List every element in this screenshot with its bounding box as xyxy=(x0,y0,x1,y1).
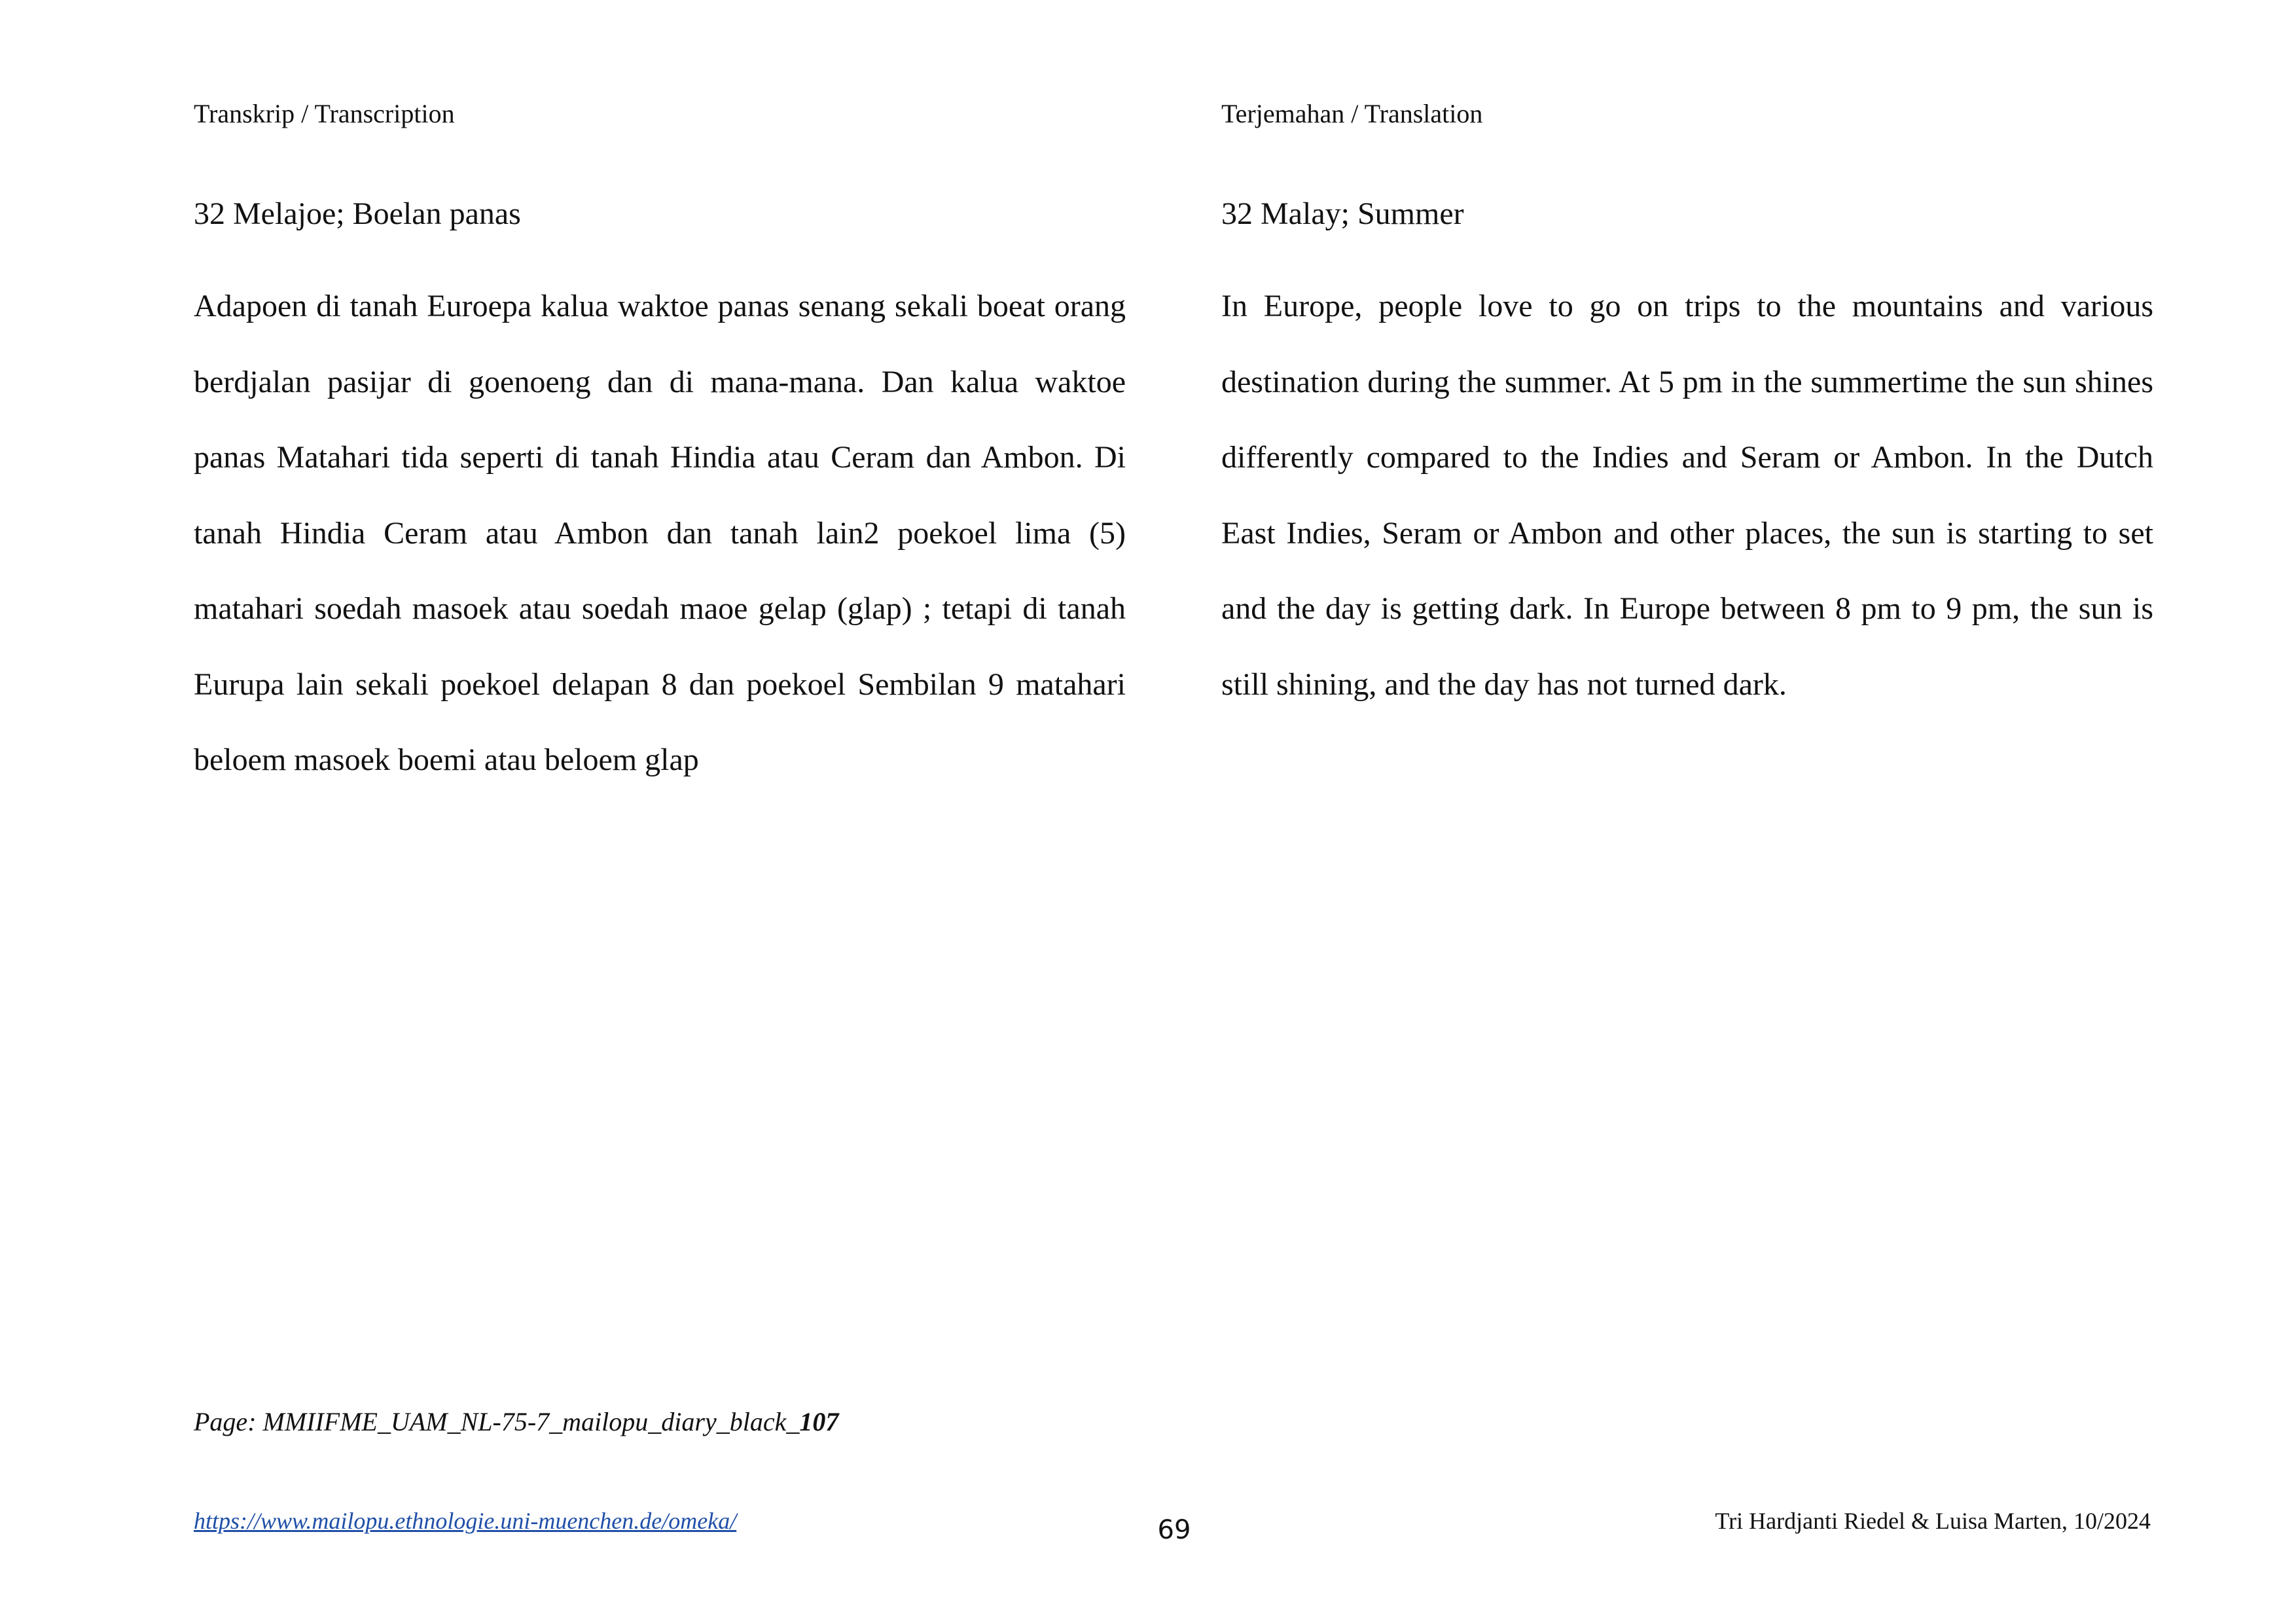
page-reference-prefix: Page: MMIIFME_UAM_NL-75-7_mailopu_diary_black_ xyxy=(194,1407,800,1436)
translation-entry-title: 32 Malay; Summer xyxy=(1221,196,1464,231)
page-reference-number: 107 xyxy=(799,1407,839,1436)
translation-entry-body: In Europe, people love to go on trips to the mountains and various destination during the summer. At 5 pm in the summertime the sun shines differently compared to the Indies and Seram or Ambon. In the Dutch East Indies, Seram or Ambon and other places, the sun is starting to set and the day is getting dark. In Europe between 8 pm to 9 pm, the sun is still shining, and the day has not turned dark. xyxy=(1221,289,2153,702)
transcription-header: Transkrip / Transcription xyxy=(194,99,455,128)
page-reference xyxy=(194,1405,838,1439)
transcription-entry-body: Adapoen di tanah Euroepa kalua waktoe panas senang sekali boeat orang berdjalan pasijar di goenoeng dan di mana-mana. Dan kalua waktoe panas Matahari tida seperti di tanah Hindia atau Ceram dan Ambon. Di tanah Hindia Ceram atau Ambon dan tanah lain2 poekoel lima (5) matahari soedah masoek atau soedah maoe gelap (glap) ; tetapi di tanah Eurupa lain sekali poekoel delapan 8 dan poekoel Sembilan 9 matahari beloem masoek boemi atau beloem glap xyxy=(194,289,1126,777)
footer-page-number: 69 xyxy=(1157,1515,1191,1545)
footer-website-link[interactable]: https://www.mailopu.ethnologie.uni-muenchen.de/omeka/ xyxy=(194,1508,737,1534)
transcription-entry-title: 32 Melajoe; Boelan panas xyxy=(194,196,521,231)
translation-header: Terjemahan / Translation xyxy=(1221,99,1483,128)
footer-credit: Tri Hardjanti Riedel & Luisa Marten, 10/2024 xyxy=(1715,1508,2151,1534)
